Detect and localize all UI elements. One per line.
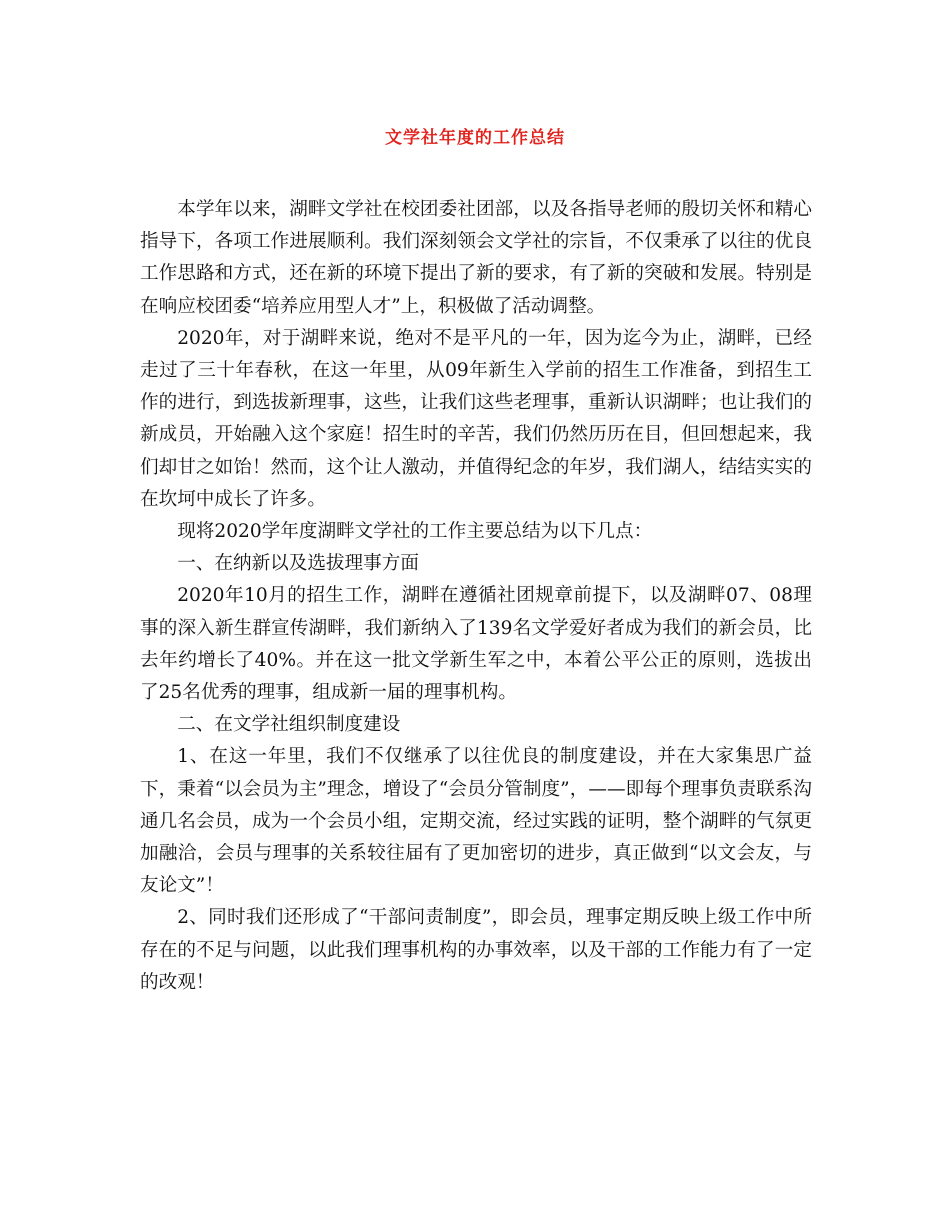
paragraph-recruitment: 2020年10月的招生工作，湖畔在遵循社团规章前提下，以及湖畔07、08理事的深入新生群宣传湖畔，我们新纳入了139名文学爱好者成为我们的新会员，比去年约增长了40%。并在这一批文学新生军之中，本着公平公正的原则，选拔出了25名优秀的理事，组成新一届的理事机构。 — [140, 585, 812, 704]
paragraph-accountability: 2、同时我们还形成了“干部问责制度”，即会员，理事定期反映上级工作中所存在的不足与问题，以此我们理事机构的办事效率，以及干部的工作能力有了一定的改观！ — [140, 907, 812, 993]
section-heading-recruitment: 一、在纳新以及选拔理事方面 — [177, 553, 419, 575]
section-heading-organization: 二、在文学社组织制度建设 — [177, 714, 401, 736]
document-body — [140, 194, 812, 999]
paragraph-year-review: 2020年，对于湖畔来说，绝对不是平凡的一年，因为迄今为止，湖畔，已经走过了三十年春秋，在这一年里，从09年新生入学前的招生工作准备，到招生工作的进行，到选拔新理事，这些，让我们这些老理事，重新认识湖畔；也让我们的新成员，开始融入这个家庭！招生时的辛苦，我们仍然历历在目，但回想起来，我们却甘之如饴！然而，这个让人激动，并值得纪念的年岁，我们湖人，结结实实的在坎坷中成长了许多。 — [140, 327, 812, 510]
paragraph-intro: 本学年以来，湖畔文学社在校团委社团部，以及各指导老师的殷切关怀和精心指导下，各项工作进展顺利。我们深刻领会文学社的宗旨，不仅秉承了以往的优良工作思路和方式，还在新的环境下提出了新的要求，有了新的突破和发展。特别是在响应校团委“培养应用型人才”上，积极做了活动调整。 — [140, 199, 812, 317]
paragraph-member-system: 1、在这一年里，我们不仅继承了以往优良的制度建设，并在大家集思广益下，秉着“以会员为主”理念，增设了“会员分管制度”，——即每个理事负责联系沟通几名会员，成为一个会员小组，定期交流，经过实践的证明，整个湖畔的气氛更加融洽，会员与理事的关系较往届有了更加密切的进步，真正做到“以文会友，与友论文”！ — [140, 746, 812, 897]
document-title: 文学社年度的工作总结 — [385, 128, 565, 148]
paragraph-summary-lead: 现将2020学年度湖畔文学社的工作主要总结为以下几点： — [177, 521, 653, 543]
